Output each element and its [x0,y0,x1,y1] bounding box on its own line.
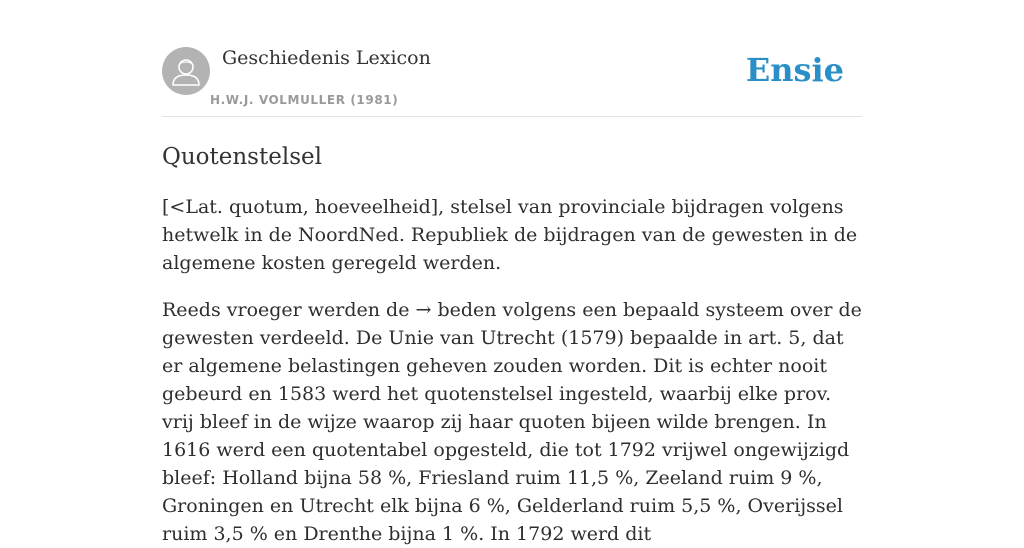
entry-paragraph-2: Reeds vroeger werden de → beden volgens een bepaald systeem over de gewesten verdeeld. De Unie van Utrecht (1579) bepaalde in art. 5, dat er algemene belastingen geheven zouden worden. Dit is echter nooit gebeurd en 1583 werd het quotenstelsel ingesteld, waarbij elke prov. vrij bleef in de wijze waarop zij haar quoten bijeen wilde brengen. In 1616 werd een quotentabel opgesteld, die tot 1792 vrijwel ongewijzigd bleef: Holland bijna 58 %, Friesland ruim 11,5 %, Zeeland ruim 9 %, Groningen en Utrecht elk bijna 6 %, Gelderland ruim 5,5 %, Overijssel ruim 3,5 % en Drenthe bijna 1 %. In 1792 werd dit [162,299,862,545]
entry-paragraph-1: [<Lat. quotum, hoeveelheid], stelsel van provinciale bijdragen volgens hetwelk in de NoordNed. Republiek de bijdragen van de gewesten in de algemene kosten geregeld werden. [162,196,858,274]
header [162,0,862,117]
lexicon-title[interactable]: Geschiedenis Lexicon [222,47,431,69]
author-name[interactable]: H.W.J. VOLMULLER (1981) [210,93,399,107]
page [162,0,862,548]
user-outline-icon [162,47,210,95]
entry-title: Quotenstelsel [162,144,322,170]
brand-logo[interactable]: Ensie [745,51,844,89]
author-avatar[interactable] [162,47,210,95]
